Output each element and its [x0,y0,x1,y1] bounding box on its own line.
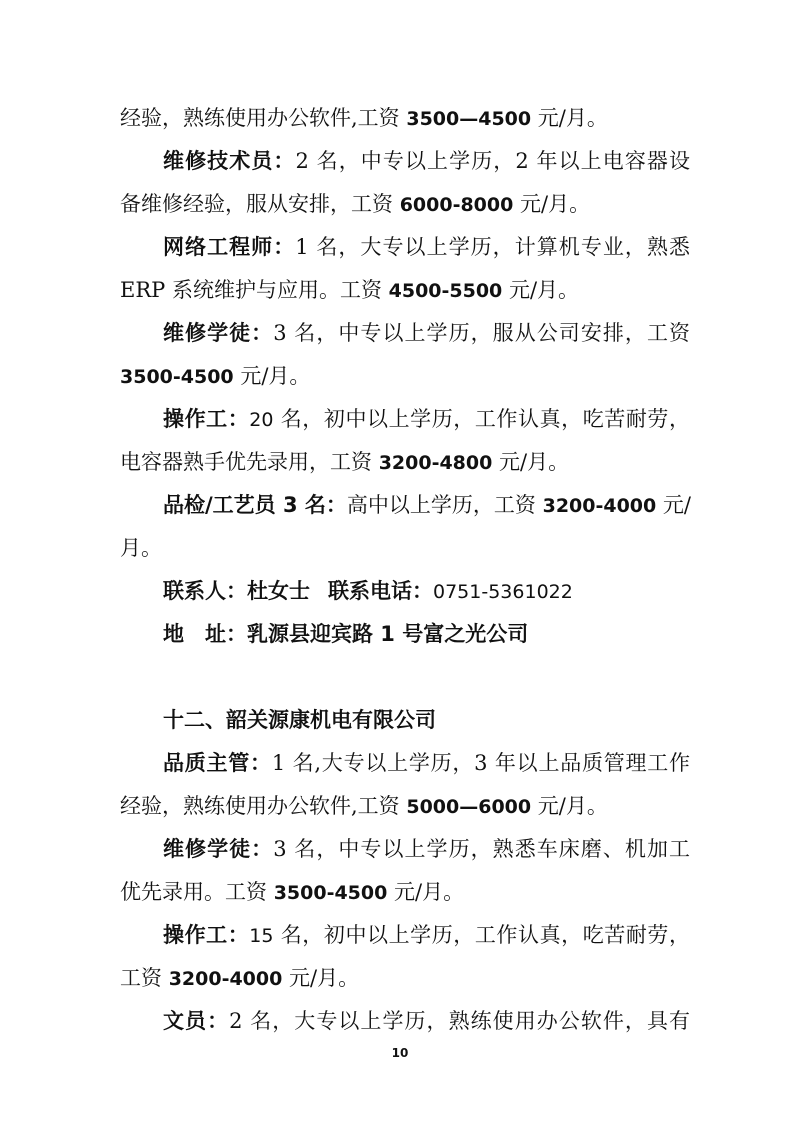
address-value: 乳源县迎宾路 1 号富之光公司 [247,622,529,646]
contact-phone: 0751-5361022 [433,581,573,603]
job-entry-repair-apprentice: 维修学徒：3 名，中专以上学历，熟悉车床磨、机加工 [163,837,690,861]
job-title: 维修学徒： [163,837,274,861]
text-line: 经验，熟练使用办公软件,工资 5000—6000 元/月。 [120,794,608,818]
text-line: 电容器熟手优先录用，工资 3200-4800 元/月。 [120,450,570,474]
job-entry-operator: 操作工：20 名，初中以上学历，工作认真，吃苦耐劳， [163,407,691,431]
job-entry-clerk: 文员：2 名，大专以上学历，熟练使用办公软件，具有 [163,1009,690,1033]
job-entry-repair-technician: 维修技术员：2 名，中专以上学历，2 年以上电容器设 [163,149,691,173]
job-entry-quality-manager: 品质主管：1 名,大专以上学历，3 年以上品质管理工作 [163,751,691,775]
job-entry-operator: 操作工：15 名，初中以上学历，工作认真，吃苦耐劳， [163,923,691,947]
job-title: 品质主管： [163,751,272,775]
job-title: 维修技术员： [163,149,296,173]
text-line: 备维修经验，服从安排，工资 6000-8000 元/月。 [120,192,591,216]
job-title: 操作工： [163,923,250,947]
contact-line: 联系人：杜女士 联系电话：0751-5361022 [163,579,573,603]
text-line: 优先录用。工资 3500-4500 元/月。 [120,880,465,904]
job-entry-repair-apprentice: 维修学徒：3 名，中专以上学历，服从公司安排，工资 [163,321,690,345]
job-title: 操作工： [163,407,250,431]
job-title: 维修学徒： [163,321,274,345]
job-title: 品检/工艺员 3 名： [163,493,347,517]
text-line: 3500-4500 元/月。 [120,364,311,388]
text-line: 经验，熟练使用办公软件,工资 3500—4500 元/月。 [120,106,608,130]
job-entry-quality-inspector: 品检/工艺员 3 名：高中以上学历，工资 3200-4000 元/ [163,493,692,517]
text-line: 月。 [120,536,162,560]
page-number: 10 [391,1046,409,1060]
company-heading: 十二、韶关源康机电有限公司 [163,708,436,732]
text-line: ERP 系统维护与应用。工资 4500-5500 元/月。 [120,278,580,302]
job-title: 网络工程师： [163,235,296,259]
address-line: 地 址：乳源县迎宾路 1 号富之光公司 [163,622,529,646]
text-line: 工资 3200-4000 元/月。 [120,966,360,990]
contact-person: 杜女士 [247,579,310,603]
job-entry-network-engineer: 网络工程师：1 名，大专以上学历，计算机专业，熟悉 [163,235,690,259]
job-title: 文员： [163,1009,230,1033]
